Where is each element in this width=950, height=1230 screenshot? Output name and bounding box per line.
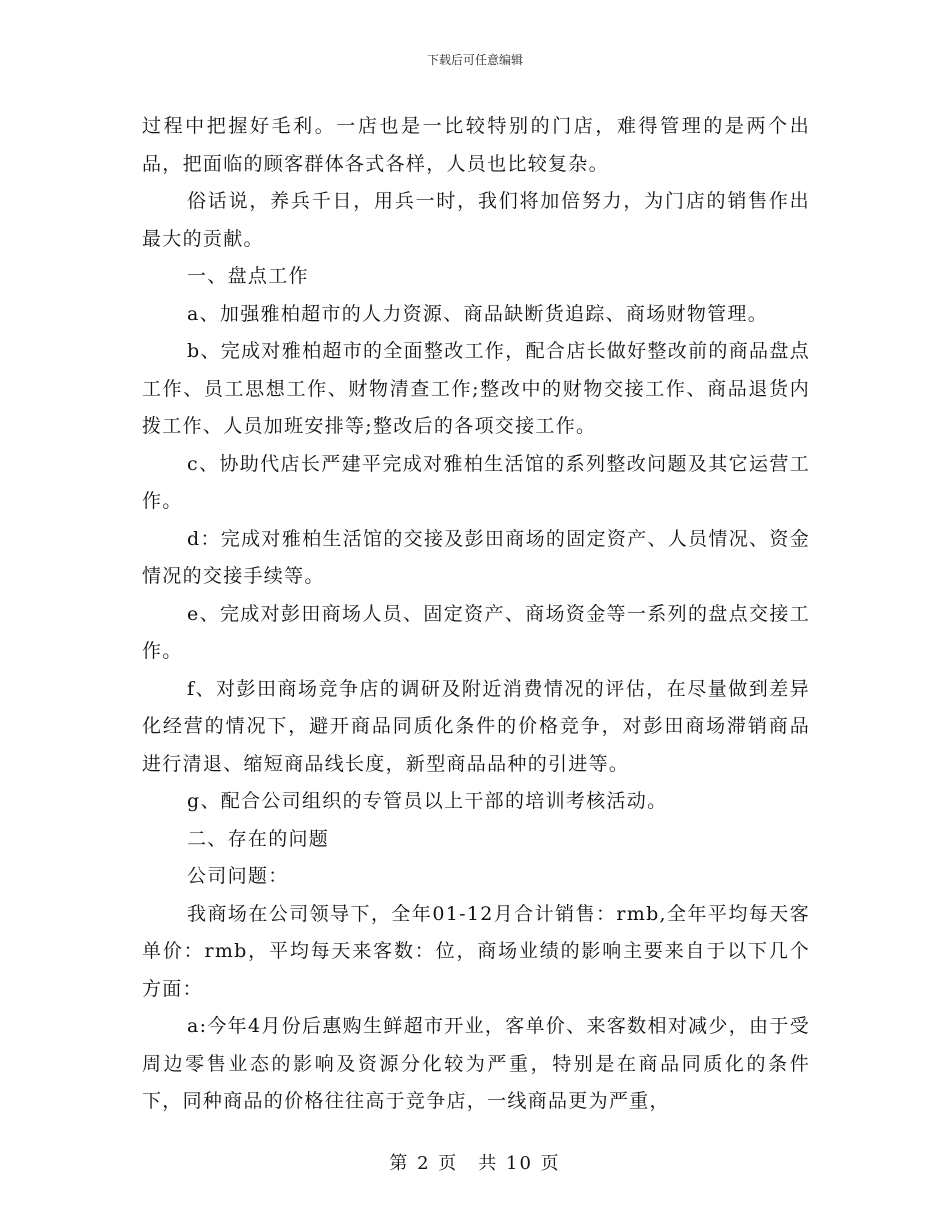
- footer-suffix: 页: [540, 1153, 561, 1174]
- header-note: 下载后可任意编辑: [426, 53, 523, 67]
- footer-middle: 页 共: [438, 1153, 499, 1174]
- current-page-number: 2: [417, 1153, 431, 1174]
- paragraph-sales-summary: 我商场在公司领导下，全年01-12月合计销售：rmb,全年平均每天客单价：rmb，平均每天来客数：位，商场业绩的影响主要来自于以下几个方面：: [142, 902, 810, 1000]
- list-item-c: c、协助代店长严建平完成对雅柏生活馆的系列整改问题及其它运营工作。: [142, 452, 810, 512]
- paragraph-2: 俗话说，养兵千日，用兵一时，我们将加倍努力，为门店的销售作出最大的贡献。: [142, 190, 810, 250]
- list-item-g: g、配合公司组织的专管员以上干部的培训考核活动。: [187, 790, 668, 812]
- list-item-a: a、加强雅柏超市的人力资源、商品缺断货追踪、商场财物管理。: [187, 302, 769, 325]
- page-header: [0, 52, 950, 68]
- list-item-b: b、完成对雅柏超市的全面整改工作，配合店长做好整改前的商品盘点工作、员工思想工作、财物清查工作;整改中的财物交接工作、商品退货内拨工作、人员加班安排等;整改后的各项交接工作。: [142, 340, 810, 437]
- footer-prefix: 第: [389, 1153, 410, 1174]
- subheading-company-issues: 公司问题：: [187, 865, 289, 887]
- page-footer: [0, 1152, 950, 1176]
- paragraph-1: 过程中把握好毛利。一店也是一比较特别的门店，难得管理的是两个出品，把面临的顾客群体各式各样，人员也比较复杂。: [142, 115, 810, 175]
- section-heading-inventory: 一、盘点工作: [187, 265, 309, 287]
- document-body: [142, 108, 810, 1121]
- total-pages-number: 10: [506, 1153, 533, 1174]
- list-item-d: d：完成对雅柏生活馆的交接及彭田商场的固定资产、人员情况、资金情况的交接手续等。: [142, 527, 810, 587]
- list-item-problem-a: a:今年4月份后惠购生鲜超市开业，客单价、来客数相对减少，由于受周边零售业态的影响及资源分化较为严重，特别是在商品同质化的条件下，同种商品的价格往往高于竞争店，一线商品更为严重，: [142, 1015, 810, 1112]
- section-heading-problems: 二、存在的问题: [187, 827, 330, 850]
- list-item-f: f、对彭田商场竞争店的调研及附近消费情况的评估，在尽量做到差异化经营的情况下，避开商品同质化条件的价格竞争，对彭田商场滞销商品进行清退、缩短商品线长度，新型商品品种的引进等。: [142, 677, 810, 775]
- list-item-e: e、完成对彭田商场人员、固定资产、商场资金等一系列的盘点交接工作。: [142, 602, 810, 662]
